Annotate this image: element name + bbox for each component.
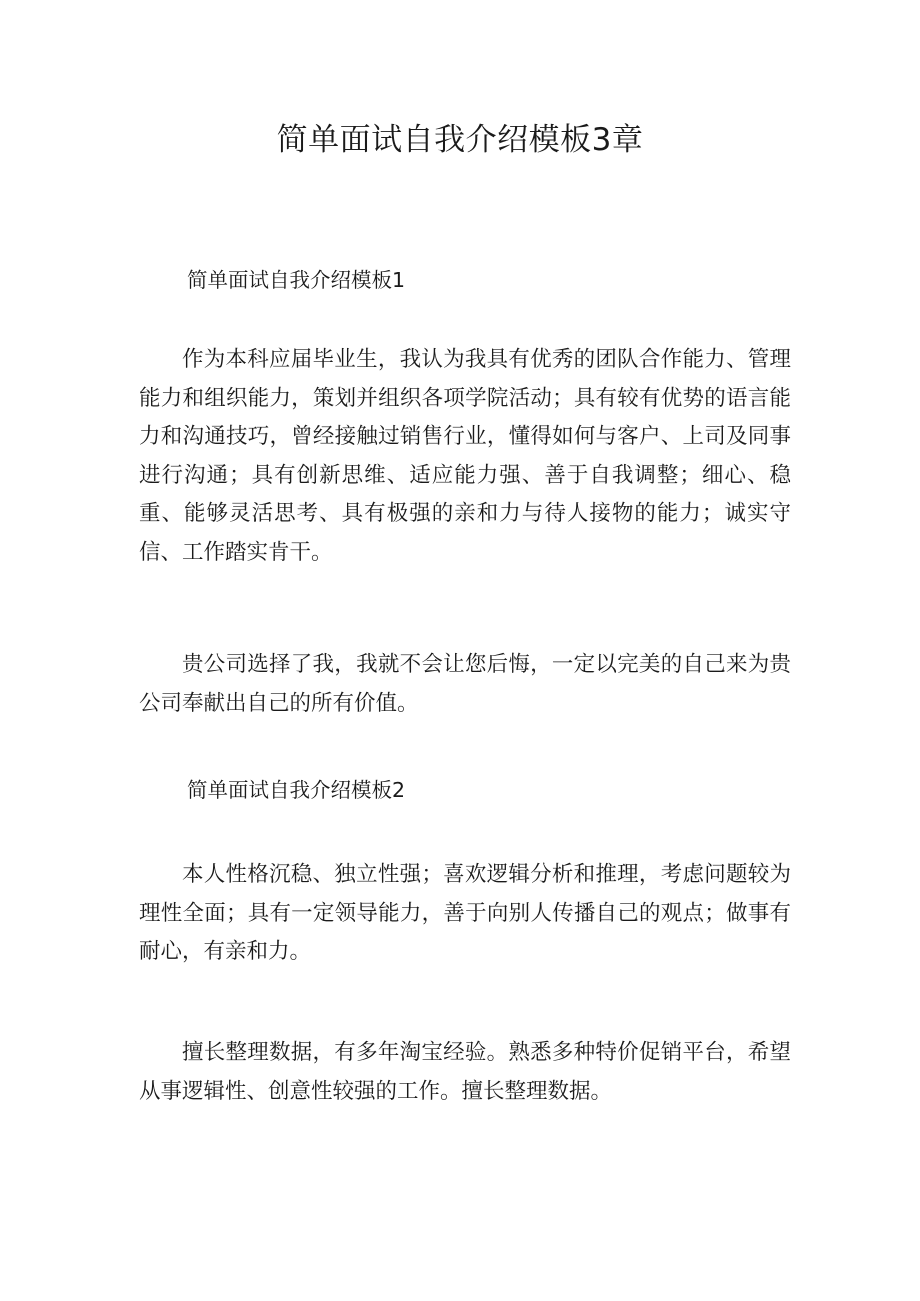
document-title: 简单面试自我介绍模板3章 [276, 122, 644, 158]
section-heading-1: 简单面试自我介绍模板1 [187, 268, 406, 292]
section-heading-2: 简单面试自我介绍模板2 [187, 778, 406, 802]
section-1-paragraph-1: 作为本科应届毕业生，我认为我具有优秀的团队合作能力、管理能力和组织能力，策划并组织各项学院活动；具有较有优势的语言能力和沟通技巧，曾经接触过销售行业，懂得如何与客户、上司及同事进行沟通；具有创新思维、适应能力强、善于自我调整；细心、稳重、能够灵活思考、具有极强的亲和力与待人接物的能力；诚实守信、工作踏实肯干。 [139, 347, 791, 565]
section-2-paragraph-1: 本人性格沉稳、独立性强；喜欢逻辑分析和推理，考虑问题较为理性全面；具有一定领导能力，善于向别人传播自己的观点；做事有耐心，有亲和力。 [139, 862, 791, 964]
section-1-paragraph-2: 贵公司选择了我，我就不会让您后悔，一定以完美的自己来为贵公司奉献出自己的所有价值。 [139, 652, 791, 716]
section-2-paragraph-2: 擅长整理数据，有多年淘宝经验。熟悉多种特价促销平台，希望从事逻辑性、创意性较强的工作。擅长整理数据。 [139, 1040, 791, 1104]
